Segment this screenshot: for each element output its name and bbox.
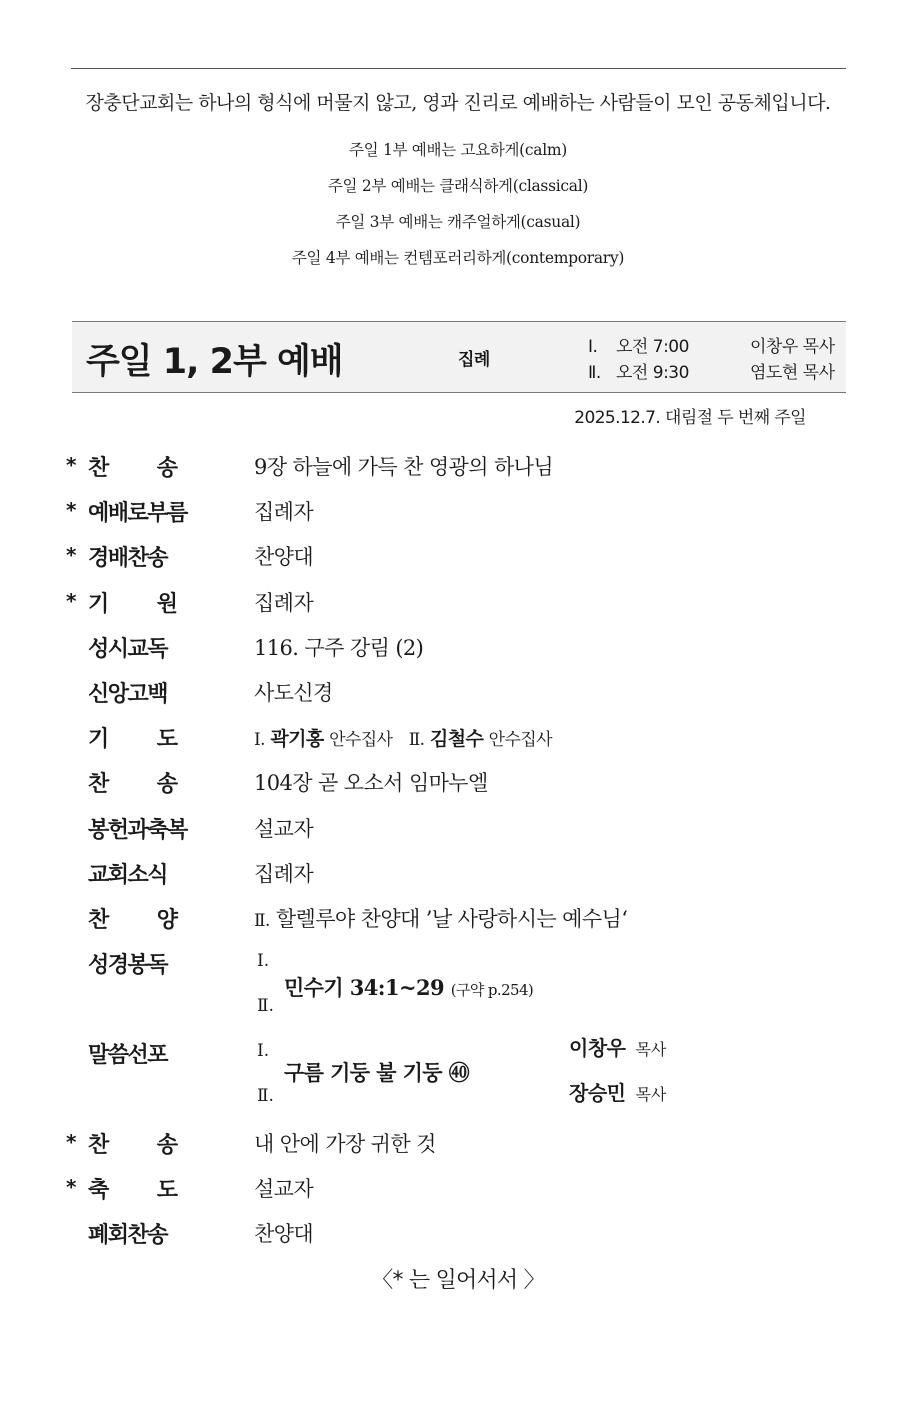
service-time: 오전 9:30 [616,363,689,383]
label-char: 찬 [88,456,110,481]
sermon-title: 구름 기둥 불 기둥 ㊵ [284,1060,470,1086]
order-label [88,1128,178,1159]
order-label: 폐회찬송 [88,1223,168,1249]
order-content: 집례자 [254,590,314,615]
order-label: 봉헌과축복 [88,817,187,843]
label-char: 도 [156,727,178,753]
service-minister: 염도현 목사 [750,363,835,383]
order-row-closing-response [0,1212,916,1257]
order-label: 경배찬송 [88,546,168,572]
roman-numeral: Ⅰ. [254,730,265,751]
order-label [88,1173,178,1204]
standing-marker: * [66,1130,77,1155]
scripture-text: 민수기 34:1~29 [284,975,444,1001]
scripture-reference [284,972,533,1002]
service-minister: 이창우 목사 [750,337,835,357]
order-label [88,767,178,798]
style-line: 주일 2부 예배는 클래식하게(classical) [327,177,589,195]
roman-numeral: Ⅰ. [257,1041,270,1062]
service-number: Ⅰ. [588,337,598,357]
order-content: 사도신경 [254,680,333,705]
order-row-creed [0,671,916,716]
order-content: 집례자 [254,861,314,886]
order-row-sermon [0,1032,916,1122]
order-row-closing-hymn [0,1122,916,1167]
order-row-hymn-2 [0,761,916,806]
presider-label: 집례 [458,350,490,370]
prayer-leader-name: 김철수 [429,728,484,751]
label-char: 도 [156,1178,178,1204]
prayer-leader-name: 곽기홍 [270,728,324,751]
order-content: 9장 하늘에 가득 찬 영광의 하나님 [254,455,554,479]
label-char: 양 [156,907,178,933]
roman-numeral: Ⅰ. [257,951,270,972]
order-row-call-to-worship [0,490,916,535]
order-content [254,903,627,933]
service-styles [0,136,916,280]
prayer-leaders [254,724,552,751]
preacher-name: 장승민 [569,1081,626,1106]
scripture-page-note: (구약 p.254) [450,981,534,1000]
service-time-2 [588,358,835,383]
roman-numeral: Ⅱ. [257,1086,274,1107]
order-content: 찬양대 [254,1222,314,1247]
style-line: 주일 1부 예배는 고요하게(calm) [348,141,568,159]
roman-numeral: Ⅱ. [257,996,274,1017]
roman-numeral: Ⅱ. [254,910,270,931]
order-content: 104장 곧 오소서 임마누엘 [254,771,488,796]
service-number: Ⅱ. [588,363,601,383]
service-time-1 [588,332,835,357]
service-title: 주일 1, 2부 예배 [86,342,343,382]
label-char: 원 [156,591,178,617]
order-row-announcements [0,852,916,897]
preacher-name: 이창우 [569,1036,626,1061]
order-label: 말씀선포 [88,1043,168,1069]
order-content: 집례자 [254,500,314,525]
style-line: 주일 4부 예배는 컨템포러리하게(contemporary) [291,249,625,267]
prayer-leader-title: 안수집사 [329,730,393,751]
order-label: 교회소식 [88,862,168,888]
service-time: 오전 7:00 [616,337,689,357]
order-label: 성시교독 [88,636,168,662]
order-of-worship [0,445,916,1258]
label-char: 기 [88,727,110,753]
top-divider [71,68,846,69]
anthem-text: 할렐루야 찬양대 ’날 사랑하시는 예수님‘ [275,906,628,931]
preacher-2 [569,1077,666,1106]
service-date: 2025.12.7. 대림절 두 번째 주일 [574,408,806,428]
standing-marker: * [66,453,77,477]
order-content: 116. 구주 강림 (2) [254,635,424,660]
preacher-1 [569,1032,666,1061]
preacher-title: 목사 [635,1085,667,1105]
order-row-hymn [0,445,916,490]
standing-note: 〈* 는 일어서서 〉 [371,1268,545,1293]
style-line: 주일 3부 예배는 캐주얼하게(casual) [335,213,581,231]
order-label [88,451,178,482]
order-label: 성경봉독 [88,953,168,979]
order-row-anthem [0,897,916,942]
standing-marker: * [66,543,77,568]
church-intro: 장충단교회는 하나의 형식에 머물지 않고, 영과 진리로 예배하는 사람들이 모인 공동체입니다. [85,92,831,114]
order-content: 설교자 [254,816,314,841]
order-row-prayer [0,716,916,761]
label-char: 찬 [88,907,110,933]
order-row-praise [0,535,916,580]
order-label: 신앙고백 [88,681,168,707]
service-header [72,321,846,393]
standing-marker: * [66,498,77,523]
roman-numeral: Ⅱ. [408,730,425,751]
label-char: 찬 [88,772,110,798]
preacher-title: 목사 [635,1040,667,1060]
standing-marker: * [66,588,77,613]
order-label [88,722,178,753]
label-char: 송 [156,772,178,798]
order-label [88,587,178,618]
order-label: 예배로부름 [88,501,187,527]
label-char: 축 [88,1178,110,1204]
order-row-responsive-reading [0,626,916,671]
order-content: 설교자 [254,1177,314,1202]
order-row-invocation [0,581,916,626]
label-char: 송 [156,456,178,481]
order-content: 찬양대 [254,545,314,570]
order-label [88,903,178,934]
order-content: 내 안에 가장 귀한 것 [254,1132,436,1157]
order-row-benediction [0,1167,916,1212]
order-row-offering [0,807,916,852]
prayer-leader-title: 안수집사 [488,730,552,751]
label-char: 기 [88,591,110,617]
label-char: 송 [156,1133,178,1159]
label-char: 찬 [88,1133,110,1159]
order-row-scripture-reading [0,942,916,1032]
standing-marker: * [66,1175,77,1200]
